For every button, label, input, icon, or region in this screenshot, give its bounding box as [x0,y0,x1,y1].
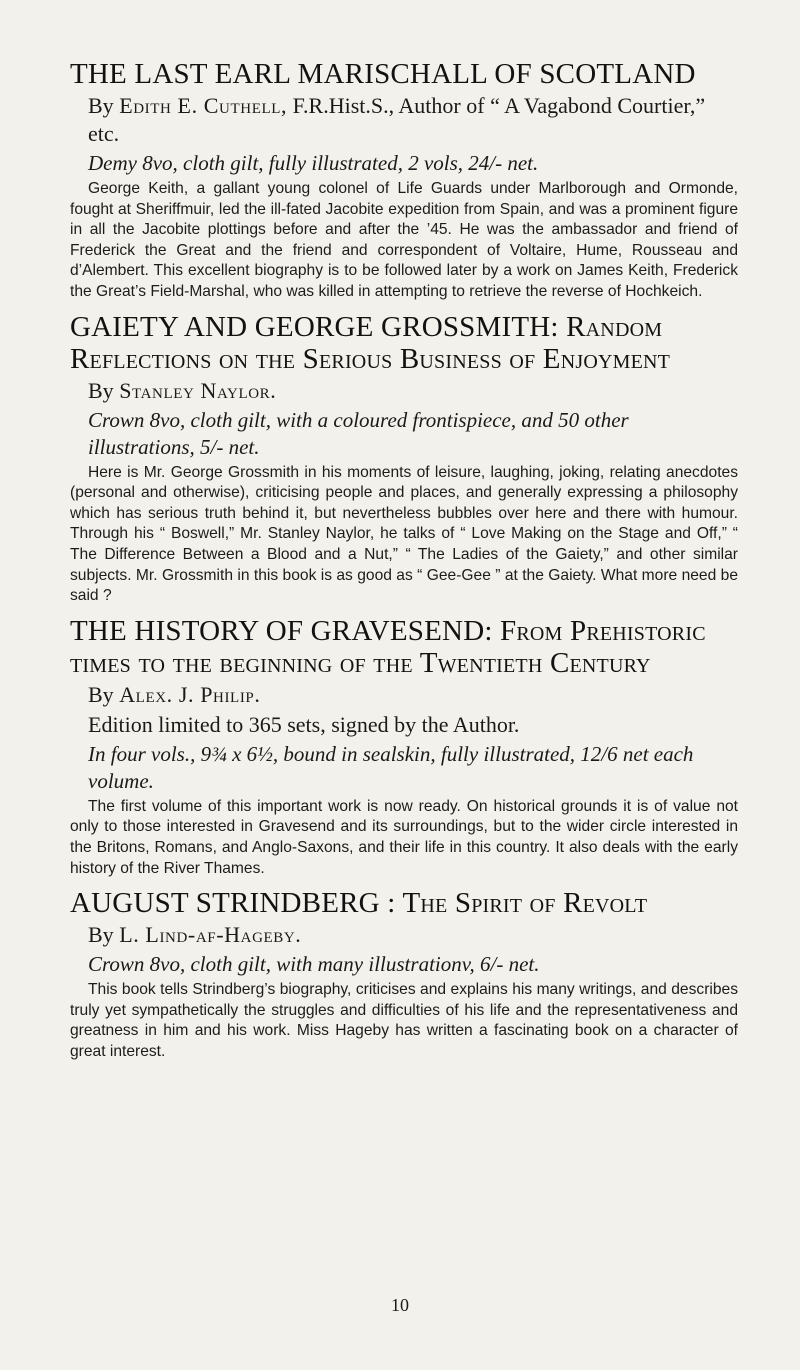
byline-prefix: By [88,93,120,118]
book-details: Crown 8vo, cloth gilt, with many illustrationv, 6/- net. [88,952,540,977]
book-byline [70,681,738,709]
book-byline [70,921,738,949]
book-entry-history-gravesend [70,615,738,879]
book-byline [70,92,738,148]
book-title-main: GAIETY AND GEORGE GROSSMITH [70,310,551,343]
book-entry-earl-marischall [70,58,738,303]
author-name: L. Lind-af-Hageby. [119,922,302,948]
book-description: Here is Mr. George Grossmith in his moments of leisure, laughing, joking, relating anecdotes (personal and otherwise), criticising people and places, and generally expressing a philosophy which has serious truth behind it, but nevertheless bubbles over here and there with humour. Through his “ Boswell,” Mr. Stanley Naylor, he talks of “ Love Making on the Stage and Off,” “ The Difference Between a Blood and a Nut,” “ The Ladies of the Gaiety,” and other similar subjects. Mr. Grossmith in this book is as good as “ Gee-Gee ” at the Gaiety. What more need be said ? [70,463,738,605]
book-title-sub: : From Prehistoric times to the beginning of the Twentieth Century [70,614,706,679]
book-title-sub: : Random Reflections on the Serious Business of Enjoyment [70,310,671,375]
byline-prefix: By [88,377,120,403]
book-title [70,58,738,90]
book-entry-gaiety-grossmith [70,311,738,607]
book-edition-note: Edition limited to 365 sets, signed by the Author. [88,711,520,737]
book-title-main: AUGUST STRINDBERG [70,887,380,920]
book-entry-august-strindberg [70,887,738,1062]
book-title [70,311,738,375]
book-title-sub: : The Spirit of Revolt [379,887,648,920]
byline-prefix: By [88,681,120,707]
author-name: Alex. J. Philip. [119,681,261,707]
byline-suffix: F.R.Hist.S., Author of “ A Vagabond Courtier,” etc. [88,93,706,146]
page-number: 10 [391,1295,409,1315]
author-name: Edith E. Cuthell, [119,93,288,118]
book-details: Crown 8vo, cloth gilt, with a coloured frontispiece, and 50 other illustrations, 5/- net. [88,407,629,459]
book-description: George Keith, a gallant young colonel of Life Guards under Marlborough and Ormonde, fought at Sheriffmuir, led the ill-fated Jacobite expedition from Spain, and was a prominent figure in all the Jacobite plottings before and after the ’45. He was the ambassador and friend of Frederick the Great and the friend and correspondent of Voltaire, Hume, Rousseau and d’Alembert. This excellent biography is to be followed later by a work on James Keith, Frederick the Great’s Field-Marshal, who was killed in attempting to retrieve the reverse of Hochkeich. [70,180,738,300]
book-description: This book tells Strindberg’s biography, criticises and explains his many writings, and describes truly yet sympathetically the struggles and difficulties of his life and the representativeness and greatness in him and his work. Miss Hageby has written a fascinating book on a character of great interest. [70,981,738,1060]
book-details: In four vols., 9¾ x 6½, bound in sealskin, fully illustrated, 12/6 net each volume. [88,741,694,793]
book-title [70,615,738,679]
book-title [70,887,738,919]
byline-prefix: By [88,922,120,948]
author-name: Stanley Naylor. [119,377,277,403]
book-details: Demy 8vo, cloth gilt, fully illustrated, 2 vols, 24/- net. [88,151,539,175]
book-description: The first volume of this important work is now ready. On historical grounds it is of value not only to those interested in Gravesend and its surroundings, but to the wider circle interested in the Britons, Romans, and Anglo-Saxons, and their life in this country. It also deals with the early history of the River Thames. [70,797,738,877]
book-byline [70,377,738,405]
book-title-main: THE HISTORY OF GRAVESEND [70,614,485,647]
book-title-main: THE LAST EARL MARISCHALL OF SCOTLAND [70,58,696,90]
